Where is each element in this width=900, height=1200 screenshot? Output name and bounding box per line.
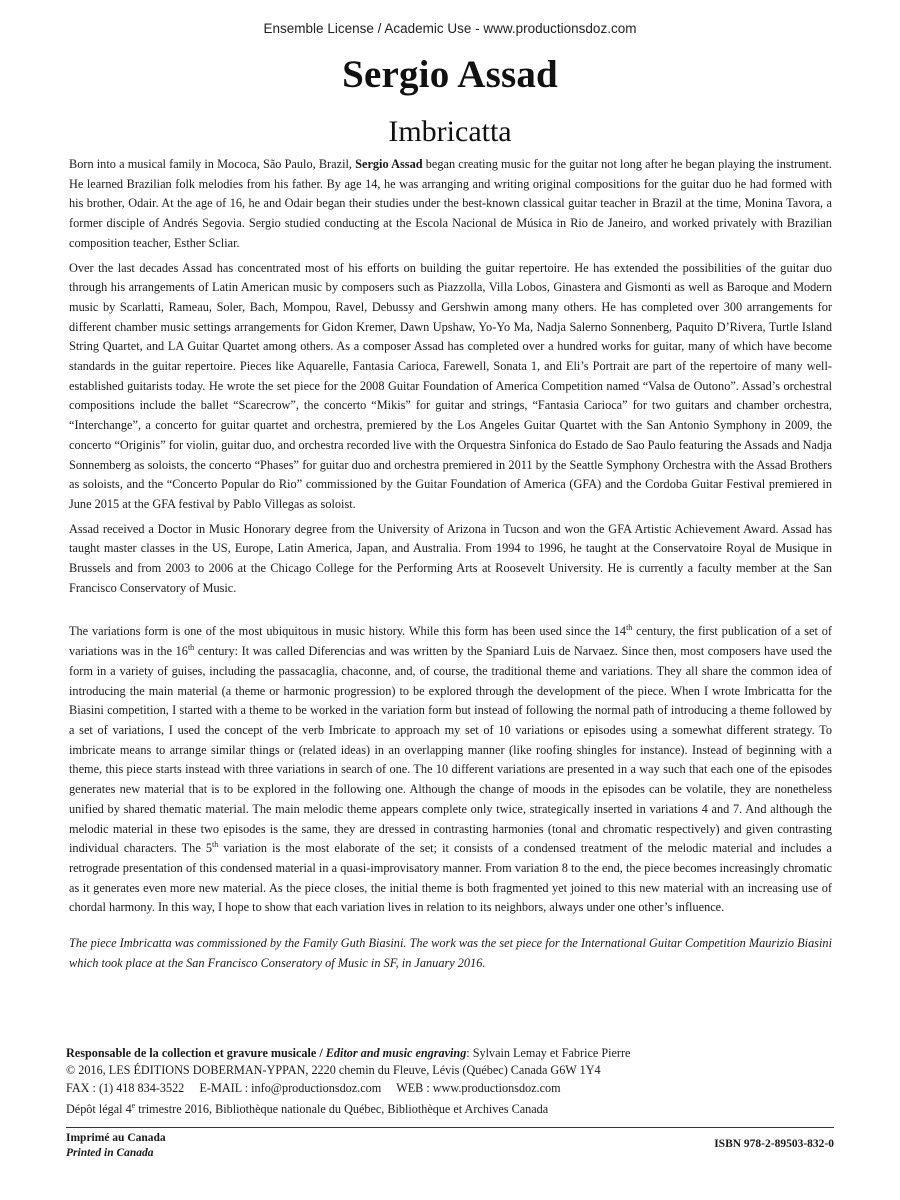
ordinal-sup: th (626, 623, 633, 633)
ordinal-sup: e (131, 1100, 136, 1110)
credits-editor-line (66, 1045, 836, 1062)
commission-note: The piece Imbricatta was commissioned by the Family Guth Biasini. The work was the set piece for the International Guitar Competition Maurizio Biasini which took place at the San Francisco Conseratory of Music in SF, in January 2016. (69, 936, 832, 970)
notes-text: century, the first publication of a set of variations was in the 16 (69, 624, 832, 659)
notes-text: variation is the most elaborate of the set; it consists of a condensed treatment of the melodic material and includes a retrograde presentation of this condensed material in a quasi-improvisatory manner. From variation 8 to the end, the piece becomes increasingly chromatic as it generates even more new material. As the piece closes, the initial theme is both fragmented yet joined to this new material with an increasing use of chordal harmony. In this way, I hope to show that each variation lives in relation to its neighbors, always under one other’s influence. (69, 841, 832, 915)
ordinal-sup: th (187, 643, 195, 653)
credits-label-en: Editor and music engraving (325, 1046, 467, 1060)
legal-deposit-line (66, 1097, 836, 1118)
isbn: ISBN 978-2-89503-832-0 (714, 1138, 834, 1150)
publisher-credits (66, 1045, 836, 1118)
work-title: Imbricatta (388, 115, 512, 148)
composer-name: Sergio Assad (342, 53, 558, 96)
bio-paragraph-3: Assad received a Doctor in Music Honorary degree from the University of Arizona in Tucson and won the GFA Artistic Achievement Award. Assad has taught master classes in the US, Europe, Latin America, Japan, and Australia. From 1994 to 1996, he taught at the Conservatoire Royal de Musique in Brussels and from 2003 to 2006 at the Chicago College for the Performing Arts at Roosevelt University. He is currently a faculty member at the San Francisco Conservatory of Music. (69, 521, 832, 595)
program-notes (69, 155, 832, 978)
bio-text: Born into a musical family in Mococa, São Paulo, Brazil, (69, 157, 356, 171)
bio-text: began creating music for the guitar not long after he began playing the instrument. He learned Brazilian folk melodies from his father. By age 14, he was arranging and writing original compositions for the guitar duo he had formed with his brother, Odair. At the age of 16, he and Odair began their studies under the best-known classical guitar teacher in Brazil at the time, Monina Tavora, a former disciple of Andrés Segovia. Sergio studied conducting at the Escola Nacional de Música in Rio de Janeiro, and worked privately with Brazilian composition teacher, Esther Scliar. (69, 157, 832, 250)
credits-label-fr: Responsable de la collection et gravure musicale (66, 1046, 317, 1060)
bio-paragraph-2: Over the last decades Assad has concentrated most of his efforts on building the guitar repertoire. He has extended the possibilities of the guitar duo through his arrangements of Latin American music by composers such as Piazzolla, Villa Lobos, Ginastera and Gismonti as well as Baroque and Modern music by Scarlatti, Rameau, Soler, Bach, Mompou, Ravel, Debussy and Gershwin among many others. He has completed over 300 arrangements for different chamber music settings arrangements for Gidon Kremer, Dawn Upshaw, Yo-Yo Ma, Nadja Salerno Sonnenberg, Paquito D’Rivera, Turtle Island String Quartet, and LA Guitar Quartet among others. As a composer Assad has completed over a hundred works for guitar, many of which have become standards in the guitar repertoire. Pieces like Aquarelle, Fantasia Carioca, Farewell, Sonata 1, and Eli’s Portrait are part of the repertoire of many well-established guitarists today. He wrote the set piece for the 2008 Guitar Foundation of America Competition named “Valsa de Outono”. Assad’s orchestral compositions include the ballet “Scarecrow”, the concerto “Mikis” for guitar and strings, “Fantasia Carioca” for two guitars and chamber orchestra, “Interchange”, a concerto for guitar quartet and orchestra, premiered by the Los Angeles Guitar Quartet with the San Antonio Symphony in 2009, the concerto “Originis” for violin, guitar duo, and orchestra recorded live with the Orquestra Sinfonica do Estado de Sao Paulo featuring the Assads and Nadja Sonnemberg as soloists, the concerto “Phases” for guitar duo and orchestra premiered in 2011 by the Seattle Symphony Orchestra with the Assad Brothers as soloists, and the “Concerto Popular do Rio” commissioned by the Guitar Foundation of America (GFA) and the Cordoba Guitar Festival premiered in June 2015 at the GFA festival by Pablo Villegas as soloist. (69, 260, 832, 511)
credits-names: : Sylvain Lemay et Fabrice Pierre (466, 1046, 631, 1060)
notes-text: century: It was called Diferencias and was written by the Spaniard Luis de Narvaez. Since then, most composers have used the form in a variety of guises, including the passacaglia, chaconne, and, of course, the traditional theme and variations. They all share the common idea of introducing the main material (a theme or harmonic progression) to be explored through the development of the piece. When I wrote Imbricatta for the Biasini competition, I started with a theme to be worked in the variation form but instead of following the normal path of introducing a theme followed by a set of variations, I used the concept of the verb Imbricate to approach my set of 10 variations or episodes using a somewhat different strategy. To imbricate means to arrange similar things or (related ideas) in an overlapping manner (like roofing shingles for instance). Instead of beginning with a theme, this piece starts instead with three variations in search of one. The 10 different variations are presented in a way such that each one of the episodes generates new material that is to be explored in the following one. Although the change of moods in the episodes can be volatile, they are nonetheless unified by shared thematic material. The main melodic theme appears complete only twice, strategically inserted in variations 4 and 7. And although the melodic material in these two episodes is the same, they are dressed in contrasting harmonies (tonal and chromatic respectively) and given contrasting individual characters. The 5 (69, 644, 832, 856)
license-header: Ensemble License / Academic Use - www.productionsdoz.com (263, 21, 637, 36)
printed-in (66, 1131, 166, 1161)
bio-composer-bold: Sergio Assad (355, 157, 423, 171)
notes-paragraph (69, 622, 832, 918)
printed-fr: Imprimé au Canada (66, 1132, 166, 1144)
deposit-text: trimestre 2016, Bibliothèque nationale du Québec, Bibliothèque et Archives Canada (135, 1101, 549, 1116)
printed-en: Printed in Canada (66, 1147, 154, 1159)
ordinal-sup: th (212, 840, 219, 850)
notes-text: The variations form is one of the most ubiquitous in music history. While this form has been used since the 14 (69, 624, 627, 639)
credits-separator: / (316, 1046, 326, 1060)
footer-divider (66, 1127, 834, 1128)
contact-line: FAX : (1) 418 834-3522 E-MAIL : info@productionsdoz.com WEB : www.productionsdoz.com (66, 1080, 561, 1095)
bio-paragraph-1 (69, 155, 832, 254)
copyright-line: © 2016, LES ÉDITIONS DOBERMAN-YPPAN, 2220 chemin du Fleuve, Lévis (Québec) Canada G6W 1Y4 (66, 1063, 601, 1078)
deposit-text: Dépôt légal 4 (66, 1101, 132, 1116)
